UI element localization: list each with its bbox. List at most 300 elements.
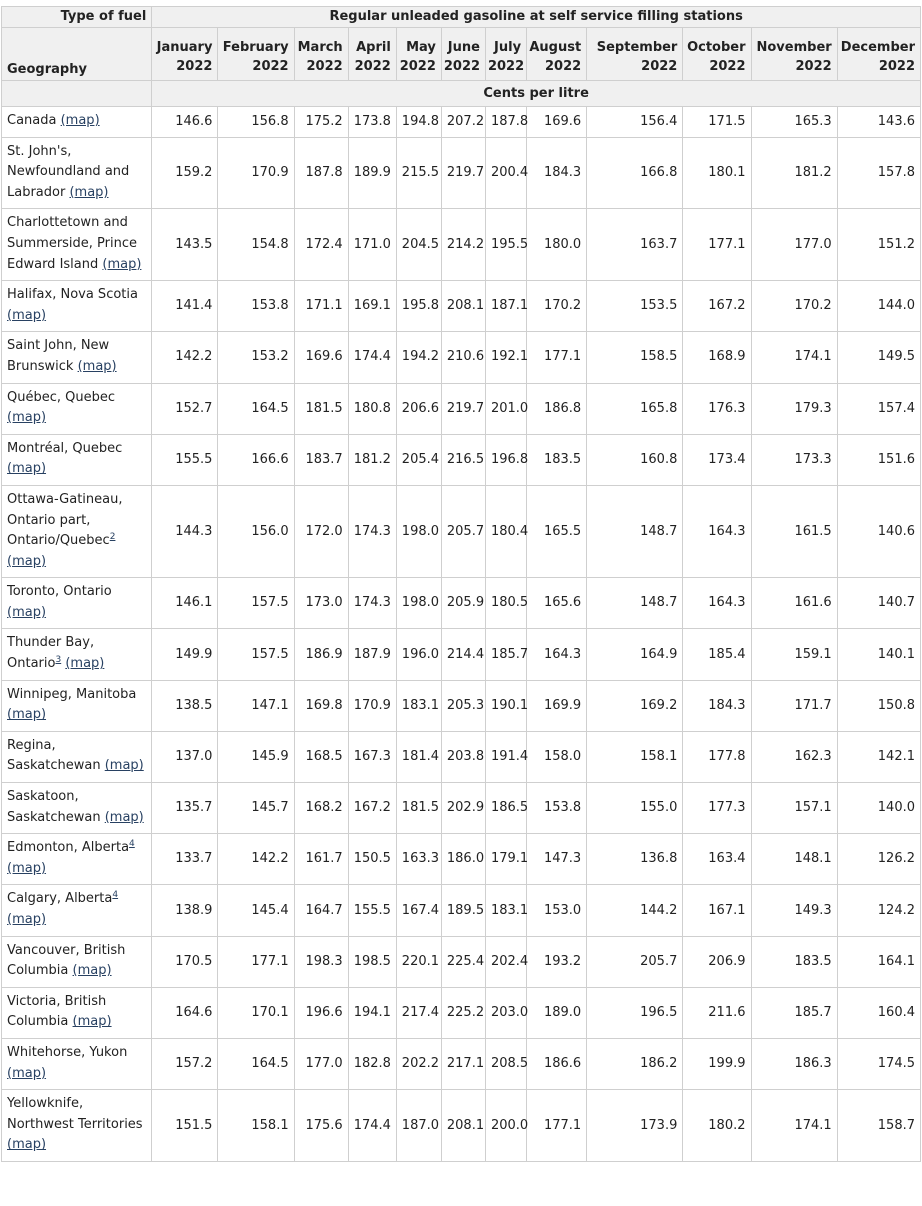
price-cell: 150.8 (837, 680, 920, 731)
table-row (2, 1038, 921, 1089)
price-cell: 195.5 (485, 209, 526, 281)
price-cell: 165.5 (527, 485, 587, 577)
price-cell: 186.2 (587, 1038, 683, 1089)
fuel-title-header: Regular unleaded gasoline at self service filling stations (152, 7, 921, 28)
price-cell: 145.9 (218, 731, 294, 782)
price-cell: 173.8 (348, 107, 396, 138)
month-year: 2022 (306, 59, 343, 74)
price-cell: 177.3 (683, 783, 751, 834)
price-cell: 198.5 (348, 936, 396, 987)
price-cell: 155.0 (587, 783, 683, 834)
price-cell: 148.7 (587, 578, 683, 629)
price-cell: 180.1 (683, 137, 751, 209)
price-cell: 124.2 (837, 885, 920, 936)
month-header (751, 28, 837, 81)
month-year: 2022 (252, 59, 289, 74)
price-cell: 150.5 (348, 834, 396, 885)
map-link[interactable]: (map) (104, 758, 144, 774)
table-row (2, 987, 921, 1038)
map-link[interactable]: (map) (7, 461, 47, 477)
table-row (2, 1090, 921, 1162)
price-cell: 202.2 (396, 1038, 441, 1089)
geography-cell (2, 1090, 152, 1162)
price-cell: 167.1 (683, 885, 751, 936)
price-cell: 149.9 (152, 629, 218, 680)
price-cell: 177.1 (218, 936, 294, 987)
table-row (2, 578, 921, 629)
price-cell: 180.2 (683, 1090, 751, 1162)
price-cell: 189.9 (348, 137, 396, 209)
price-cell: 167.2 (348, 783, 396, 834)
price-cell: 196.0 (396, 629, 441, 680)
price-cell: 183.5 (527, 434, 587, 485)
price-cell: 205.7 (441, 485, 485, 577)
price-cell: 198.0 (396, 578, 441, 629)
price-cell: 214.2 (441, 209, 485, 281)
map-link[interactable]: (map) (7, 860, 47, 876)
price-cell: 219.7 (441, 383, 485, 434)
table-row (2, 281, 921, 332)
month-header (152, 28, 218, 81)
price-cell: 144.2 (587, 885, 683, 936)
footnote-link[interactable]: 3 (55, 655, 62, 666)
map-link[interactable]: (map) (77, 358, 117, 374)
month-year: 2022 (354, 59, 391, 74)
gasoline-price-table (1, 6, 921, 1162)
map-link[interactable]: (map) (7, 1065, 47, 1081)
price-cell: 158.5 (587, 332, 683, 383)
geography-header: Geography (2, 28, 152, 81)
geography-cell (2, 629, 152, 680)
map-link[interactable]: (map) (7, 553, 47, 569)
geography-cell (2, 578, 152, 629)
month-year: 2022 (399, 59, 436, 74)
price-cell: 171.7 (751, 680, 837, 731)
price-cell: 205.3 (441, 680, 485, 731)
price-cell: 191.4 (485, 731, 526, 782)
price-cell: 160.8 (587, 434, 683, 485)
price-cell: 135.7 (152, 783, 218, 834)
price-cell: 170.2 (527, 281, 587, 332)
month-header (218, 28, 294, 81)
table-row (2, 629, 921, 680)
month-year: 2022 (487, 59, 525, 74)
price-cell: 153.8 (218, 281, 294, 332)
price-cell: 165.6 (527, 578, 587, 629)
geography-cell (2, 434, 152, 485)
price-cell: 199.9 (683, 1038, 751, 1089)
map-link[interactable]: (map) (7, 410, 47, 426)
map-link[interactable]: (map) (7, 604, 47, 620)
price-cell: 196.8 (485, 434, 526, 485)
price-cell: 138.5 (152, 680, 218, 731)
price-cell: 183.7 (294, 434, 348, 485)
price-cell: 203.0 (485, 987, 526, 1038)
table-row (2, 485, 921, 577)
table-row (2, 936, 921, 987)
month-name: August (529, 40, 582, 55)
price-cell: 169.9 (527, 680, 587, 731)
price-cell: 164.9 (587, 629, 683, 680)
map-link[interactable]: (map) (60, 113, 100, 128)
price-cell: 182.8 (348, 1038, 396, 1089)
price-cell: 187.8 (485, 107, 526, 138)
price-cell: 208.1 (441, 1090, 485, 1162)
month-header (527, 28, 587, 81)
month-header (587, 28, 683, 81)
map-link[interactable]: (map) (69, 184, 109, 200)
price-cell: 164.3 (527, 629, 587, 680)
table-row (2, 834, 921, 885)
month-year: 2022 (544, 59, 582, 74)
price-cell: 194.8 (396, 107, 441, 138)
price-cell: 142.2 (218, 834, 294, 885)
unit-header: Cents per litre (152, 81, 921, 107)
price-cell: 168.9 (683, 332, 751, 383)
price-cell: 186.8 (527, 383, 587, 434)
price-cell: 169.1 (348, 281, 396, 332)
price-cell: 202.9 (441, 783, 485, 834)
price-cell: 164.5 (218, 1038, 294, 1089)
price-cell: 143.6 (837, 107, 920, 138)
price-cell: 184.3 (527, 137, 587, 209)
geography-cell (2, 680, 152, 731)
geography-cell (2, 107, 152, 138)
table-row (2, 332, 921, 383)
geography-name: Edmonton, Alberta (7, 840, 130, 856)
price-cell: 153.2 (218, 332, 294, 383)
price-cell: 174.3 (348, 578, 396, 629)
map-link[interactable]: (map) (7, 307, 47, 323)
price-cell: 186.3 (751, 1038, 837, 1089)
geography-name: Toronto, Ontario (7, 584, 112, 600)
month-name: June (447, 40, 480, 55)
geography-cell (2, 834, 152, 885)
geography-name: Saskatoon, Saskatchewan (7, 789, 101, 825)
month-header (485, 28, 526, 81)
price-cell: 204.5 (396, 209, 441, 281)
map-link[interactable]: (map) (7, 1137, 47, 1153)
price-cell: 174.4 (348, 332, 396, 383)
price-cell: 173.9 (587, 1090, 683, 1162)
price-cell: 145.7 (218, 783, 294, 834)
month-header (441, 28, 485, 81)
price-cell: 141.4 (152, 281, 218, 332)
price-cell: 198.3 (294, 936, 348, 987)
price-cell: 164.6 (152, 987, 218, 1038)
geography-cell (2, 383, 152, 434)
price-cell: 185.7 (751, 987, 837, 1038)
price-cell: 161.7 (294, 834, 348, 885)
price-cell: 179.1 (485, 834, 526, 885)
map-link[interactable]: (map) (102, 256, 142, 272)
price-cell: 155.5 (348, 885, 396, 936)
price-cell: 189.0 (527, 987, 587, 1038)
price-cell: 157.2 (152, 1038, 218, 1089)
price-cell: 148.1 (751, 834, 837, 885)
month-year: 2022 (176, 59, 213, 74)
price-cell: 206.6 (396, 383, 441, 434)
price-cell: 203.8 (441, 731, 485, 782)
price-cell: 149.3 (751, 885, 837, 936)
price-cell: 219.7 (441, 137, 485, 209)
geography-name: Winnipeg, Manitoba (7, 686, 137, 702)
price-cell: 185.4 (683, 629, 751, 680)
price-cell: 176.3 (683, 383, 751, 434)
price-cell: 153.8 (527, 783, 587, 834)
price-cell: 225.2 (441, 987, 485, 1038)
price-cell: 200.4 (485, 137, 526, 209)
price-cell: 167.2 (683, 281, 751, 332)
price-cell: 147.3 (527, 834, 587, 885)
price-cell: 177.8 (683, 731, 751, 782)
price-cell: 172.0 (294, 485, 348, 577)
price-cell: 149.5 (837, 332, 920, 383)
price-cell: 194.2 (396, 332, 441, 383)
price-cell: 140.7 (837, 578, 920, 629)
price-cell: 148.7 (587, 485, 683, 577)
geography-name: Regina, Saskatchewan (7, 737, 101, 774)
price-cell: 208.5 (485, 1038, 526, 1089)
table-row (2, 137, 921, 209)
price-cell: 169.6 (527, 107, 587, 138)
price-cell: 164.3 (683, 578, 751, 629)
price-cell: 220.1 (396, 936, 441, 987)
price-cell: 146.6 (152, 107, 218, 138)
price-cell: 193.2 (527, 936, 587, 987)
price-cell: 166.8 (587, 137, 683, 209)
price-cell: 177.1 (527, 332, 587, 383)
price-cell: 146.1 (152, 578, 218, 629)
price-cell: 133.7 (152, 834, 218, 885)
price-cell: 158.7 (837, 1090, 920, 1162)
price-cell: 186.9 (294, 629, 348, 680)
price-cell: 177.1 (527, 1090, 587, 1162)
month-name: January (156, 40, 213, 55)
unit-blank-cell (2, 81, 152, 107)
price-cell: 174.1 (751, 332, 837, 383)
price-cell: 171.1 (294, 281, 348, 332)
price-cell: 162.3 (751, 731, 837, 782)
month-name: May (406, 40, 436, 55)
month-year: 2022 (641, 59, 678, 74)
price-cell: 167.4 (396, 885, 441, 936)
geography-name: Canada (7, 113, 57, 128)
price-cell: 145.4 (218, 885, 294, 936)
month-name: October (687, 40, 746, 55)
price-cell: 153.0 (527, 885, 587, 936)
price-cell: 181.2 (751, 137, 837, 209)
price-cell: 181.5 (396, 783, 441, 834)
price-cell: 177.0 (294, 1038, 348, 1089)
price-cell: 155.5 (152, 434, 218, 485)
footnote-link[interactable]: 4 (112, 890, 119, 901)
price-cell: 205.7 (587, 936, 683, 987)
price-cell: 151.5 (152, 1090, 218, 1162)
price-cell: 138.9 (152, 885, 218, 936)
price-cell: 140.1 (837, 629, 920, 680)
price-cell: 217.4 (396, 987, 441, 1038)
price-cell: 170.9 (348, 680, 396, 731)
price-cell: 142.2 (152, 332, 218, 383)
table-row (2, 209, 921, 281)
price-cell: 152.7 (152, 383, 218, 434)
footnote-link[interactable]: 2 (109, 532, 116, 543)
price-cell: 217.1 (441, 1038, 485, 1089)
price-cell: 169.8 (294, 680, 348, 731)
geography-name: Ottawa-Gatineau, Ontario part, Ontario/Quebec (7, 491, 123, 549)
price-cell: 190.1 (485, 680, 526, 731)
price-cell: 200.0 (485, 1090, 526, 1162)
map-link[interactable]: (map) (7, 707, 47, 723)
price-cell: 157.4 (837, 383, 920, 434)
price-cell: 144.0 (837, 281, 920, 332)
price-cell: 126.2 (837, 834, 920, 885)
price-cell: 159.1 (751, 629, 837, 680)
geography-name: Charlottetown and Summerside, Prince Edward Island (7, 215, 138, 272)
month-year: 2022 (443, 59, 481, 74)
table-row (2, 107, 921, 138)
price-cell: 194.1 (348, 987, 396, 1038)
geography-cell (2, 137, 152, 209)
price-cell: 187.1 (485, 281, 526, 332)
price-cell: 163.7 (587, 209, 683, 281)
price-cell: 206.9 (683, 936, 751, 987)
table-row (2, 783, 921, 834)
type-of-fuel-header: Type of fuel (2, 7, 152, 28)
footnote-link[interactable]: 4 (129, 839, 135, 850)
month-name: March (297, 40, 343, 55)
price-cell: 181.5 (294, 383, 348, 434)
price-cell: 154.8 (218, 209, 294, 281)
month-header (348, 28, 396, 81)
geography-name: Victoria, British Columbia (7, 993, 107, 1030)
price-cell: 180.4 (485, 485, 526, 577)
price-cell: 208.1 (441, 281, 485, 332)
price-cell: 183.1 (396, 680, 441, 731)
month-header (396, 28, 441, 81)
price-cell: 184.3 (683, 680, 751, 731)
geography-name: Thunder Bay, Ontario (7, 635, 95, 672)
price-cell: 177.1 (683, 209, 751, 281)
month-name: April (356, 40, 391, 55)
price-cell: 179.3 (751, 383, 837, 434)
geography-name: Montréal, Quebec (7, 440, 123, 456)
price-cell: 147.1 (218, 680, 294, 731)
table-row (2, 434, 921, 485)
geography-cell (2, 731, 152, 782)
month-name: November (756, 40, 832, 55)
price-cell: 175.2 (294, 107, 348, 138)
price-cell: 151.6 (837, 434, 920, 485)
price-cell: 140.6 (837, 485, 920, 577)
price-cell: 173.4 (683, 434, 751, 485)
price-cell: 161.5 (751, 485, 837, 577)
price-cell: 160.4 (837, 987, 920, 1038)
geography-name: Québec, Quebec (7, 389, 115, 405)
price-cell: 187.0 (396, 1090, 441, 1162)
price-cell: 165.8 (587, 383, 683, 434)
geography-cell (2, 281, 152, 332)
price-cell: 180.5 (485, 578, 526, 629)
price-cell: 180.0 (527, 209, 587, 281)
price-cell: 216.5 (441, 434, 485, 485)
geography-cell (2, 936, 152, 987)
price-cell: 156.0 (218, 485, 294, 577)
geography-cell (2, 783, 152, 834)
price-cell: 159.2 (152, 137, 218, 209)
price-cell: 171.5 (683, 107, 751, 138)
map-link[interactable]: (map) (72, 963, 112, 979)
geography-cell (2, 1038, 152, 1089)
month-header (683, 28, 751, 81)
price-cell: 164.7 (294, 885, 348, 936)
price-cell: 205.9 (441, 578, 485, 629)
map-link[interactable]: (map) (7, 912, 47, 927)
price-cell: 143.5 (152, 209, 218, 281)
price-cell: 158.1 (218, 1090, 294, 1162)
price-cell: 186.6 (527, 1038, 587, 1089)
price-cell: 163.4 (683, 834, 751, 885)
table-row (2, 383, 921, 434)
price-cell: 174.3 (348, 485, 396, 577)
month-name: December (840, 40, 915, 55)
price-cell: 164.1 (837, 936, 920, 987)
price-cell: 173.3 (751, 434, 837, 485)
price-cell: 169.2 (587, 680, 683, 731)
month-year: 2022 (709, 59, 746, 74)
map-link[interactable]: (map) (65, 656, 105, 672)
table-row (2, 731, 921, 782)
geography-name: Yellowknife, Northwest Territories (7, 1096, 143, 1132)
geography-cell (2, 332, 152, 383)
map-link[interactable]: (map) (104, 809, 144, 825)
price-cell: 144.3 (152, 485, 218, 577)
price-cell: 210.6 (441, 332, 485, 383)
geography-cell (2, 885, 152, 936)
price-cell: 157.8 (837, 137, 920, 209)
month-name: February (222, 40, 289, 55)
price-cell: 181.4 (396, 731, 441, 782)
month-name: September (596, 40, 678, 55)
price-cell: 196.6 (294, 987, 348, 1038)
price-cell: 166.6 (218, 434, 294, 485)
geography-name: Halifax, Nova Scotia (7, 287, 138, 303)
geography-name: Calgary, Alberta (7, 891, 113, 907)
price-cell: 187.9 (348, 629, 396, 680)
geography-cell (2, 987, 152, 1038)
price-cell: 158.1 (587, 731, 683, 782)
price-cell: 153.5 (587, 281, 683, 332)
map-link[interactable]: (map) (72, 1014, 112, 1030)
table-row (2, 680, 921, 731)
price-cell: 211.6 (683, 987, 751, 1038)
price-cell: 207.2 (441, 107, 485, 138)
price-cell: 173.0 (294, 578, 348, 629)
price-cell: 170.9 (218, 137, 294, 209)
price-cell: 163.3 (396, 834, 441, 885)
price-cell: 174.1 (751, 1090, 837, 1162)
price-cell: 183.1 (485, 885, 526, 936)
price-cell: 215.5 (396, 137, 441, 209)
price-cell: 192.1 (485, 332, 526, 383)
price-cell: 156.8 (218, 107, 294, 138)
price-cell: 165.3 (751, 107, 837, 138)
price-cell: 157.5 (218, 578, 294, 629)
price-cell: 181.2 (348, 434, 396, 485)
price-cell: 185.7 (485, 629, 526, 680)
price-cell: 195.8 (396, 281, 441, 332)
